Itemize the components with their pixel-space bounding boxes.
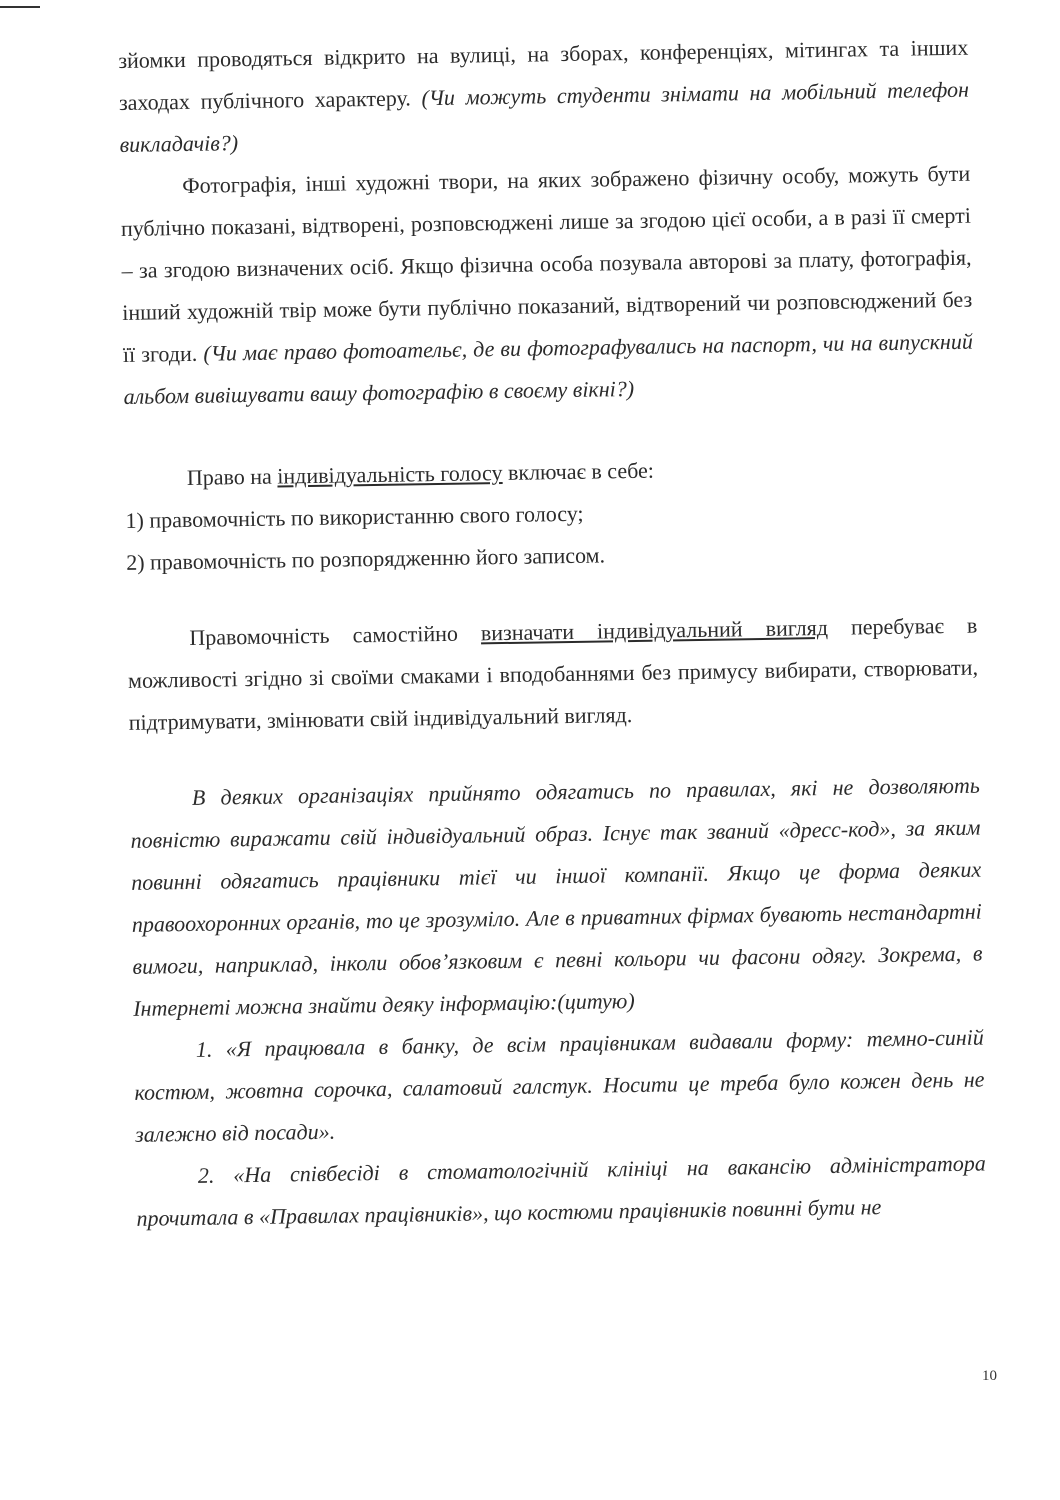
appearance-prefix: Правомочність самостійно bbox=[189, 620, 482, 650]
quote-dental-clinic: 2. «На співбесіді в стоматологічній клініці на вакансію адміністратора прочитала в «Правилах працівників», що костюми працівників повинні бути не bbox=[136, 1150, 986, 1231]
paragraph-photography-text: Фотографія, інші художні твори, на яких зображено фізичну особу, можуть бути публічно показані, відтворені, розповсюджені лише за згодою цієї особи, а в разі її смерті – за згодою визначених осіб. Якщо фізична особа позувала авторові за плату, фотографія, інший художній твір може бути публічно показаний, відтворений чи розповсюджений без її згоди. bbox=[120, 160, 973, 367]
voice-item-1: 1) правомочність по використанню свого голосу; bbox=[125, 500, 584, 533]
appearance-term: визначати індивідуальний вигляд bbox=[480, 614, 829, 646]
paragraph-filming bbox=[118, 27, 970, 166]
paragraph-filming-text: зйомки проводяться відкрито на вулиці, на зборах, конференціях, мітингах та інших заходах публічного характеру. bbox=[118, 34, 969, 115]
document-page bbox=[118, 27, 987, 1240]
question-photo-studio: (Чи має право фотоательє, де ви фотографувались на паспорт, чи на випускний альбом вивішувати вашу фотографію в своєму вікні?) bbox=[123, 328, 974, 409]
voice-heading-prefix: Право на bbox=[186, 463, 278, 490]
voice-item-2: 2) правомочність по розпорядженню його записом. bbox=[126, 542, 606, 575]
paragraph-photography bbox=[120, 153, 974, 418]
voice-heading-suffix: включає в себе: bbox=[502, 457, 655, 486]
paragraph-dress-code: В деяких організаціях прийнято одягатись по правилах, які не дозволяють повністю виражати свій індивідуальний образ. Існує так званий «дресс-код», за яким повинні одягатись працівники тієї чи іншої компанії. Якщо це форма деяких правоохоронних органів, то це зрозуміло. Але в приватних фірмах бувають нестандартні вимоги, наприклад, інколи обов’язковим є певні кольори чи фасони одягу. Зокрема, в Інтернеті можна знайти деяку інформацію:(цитую) bbox=[130, 772, 983, 1021]
question-students-filming: (Чи можуть студенти знімати на мобільний телефон викладачів?) bbox=[119, 76, 970, 157]
paragraph-appearance bbox=[127, 605, 979, 744]
appearance-suffix: перебуває в можливості згідно зі своїми смаками і вподобаннями без примусу вибирати, створювати, підтримувати, змінювати свій індивідуальний вигляд. bbox=[127, 612, 979, 735]
page-number: 10 bbox=[982, 1368, 997, 1384]
quote-bank: 1. «Я працювала в банку, де всім працівникам видавали форму: темно-синій костюм, жовтна сорочка, салатовий галстук. Носити це треба було кожен день не залежно від посади». bbox=[134, 1024, 985, 1147]
voice-term: індивідуальність голосу bbox=[277, 460, 503, 489]
scan-edge-mark bbox=[0, 6, 40, 8]
